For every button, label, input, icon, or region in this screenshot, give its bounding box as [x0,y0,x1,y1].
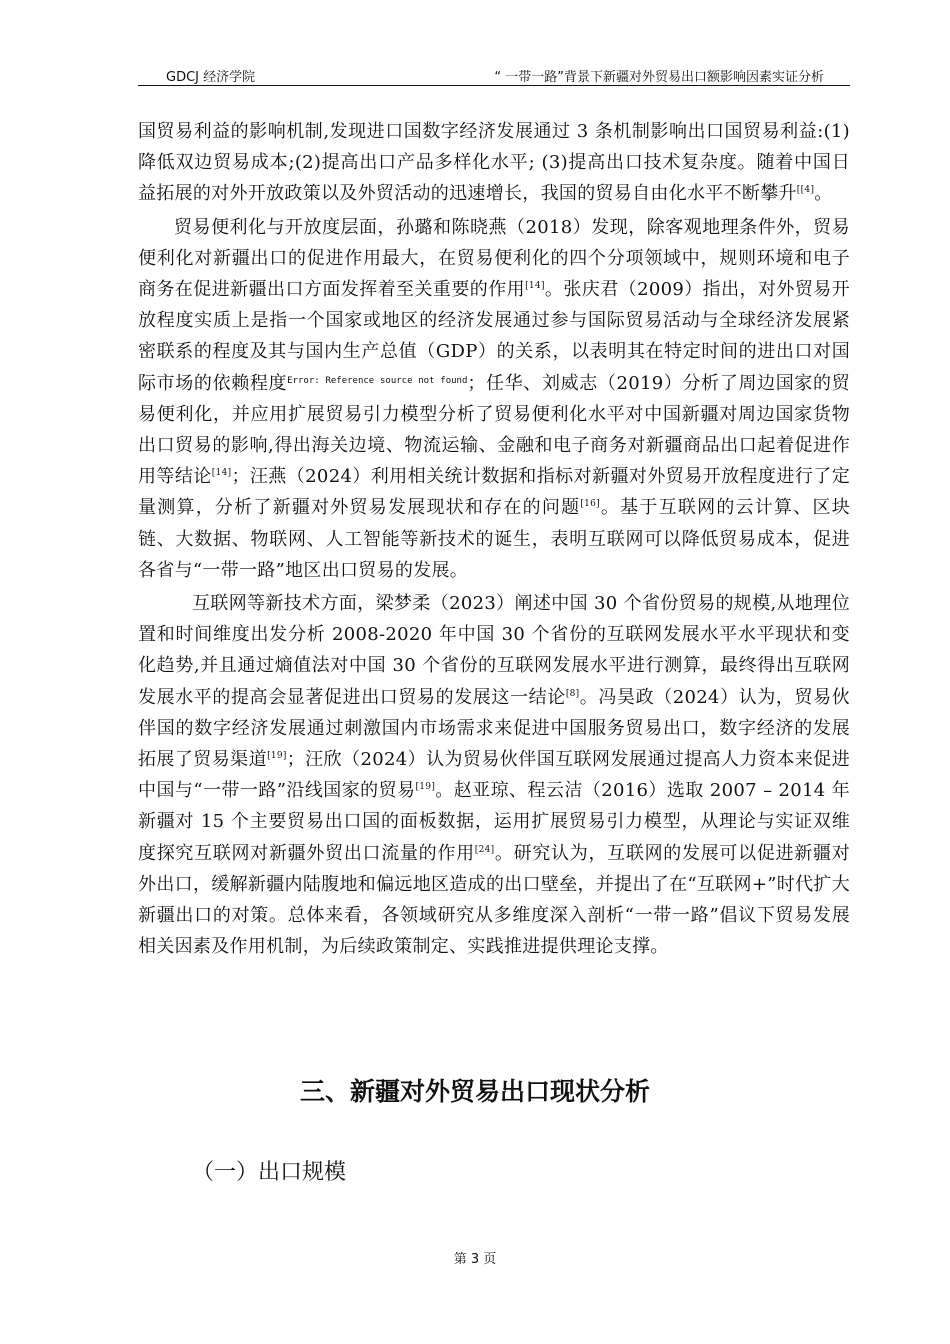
paragraph-text: 。赵亚琼、程云洁（2016）选取 2007 – 2014 年新疆对 15 个主要贸易出口国的面板数据，运用扩展贸易引力模型，从理论与实证双维度探究互联网对新疆外贸出口流量的作用 [138,780,851,864]
paragraph-text: 。基于互联网的云计算、区块链、大数据、物联网、人工智能等新技术的诞生，表明互联网可以降低贸易成本，促进各省与“一带一路”地区出口贸易的发展。 [138,497,850,581]
paragraph-text: 。 [814,183,833,205]
paragraph-text: 。冯昊政（2024）认为，贸易伙伴国的数字经济发展通过刺激国内市场需求来促进中国服务贸易出口，数字经济的发展拓展了贸易渠道 [138,686,851,771]
paragraph-text: 。张庆君（2009）指出，对外贸易开放程度实质上是指一个国家或地区的经济发展通过参与国际贸易活动与全球经济发展紧密联系的程度及其与国内生产总值（GDP）的关系，以表明其在特定时间的进出口对国际市场的依赖程度 [138,279,850,394]
paragraph-text: 互联网等新技术方面，梁梦柔（2023）阐述中国 30 个省份贸易的规模,从地理位置和时间维度出发分析 2008-2020 年中国 30 个省份的互联网发展水平水平现状和变化趋势,并且通过熵值法对中国 30 个省份的互联网发展水平进行测算，最终得出互联网发展水平的提高会显著促进出口贸易的发展这一结论 [138,593,850,708]
header-institution: GDCJ 经济学院 [166,70,256,85]
main-body [138,116,850,962]
citation: [19] [267,751,287,762]
paragraph-3 [138,588,850,962]
citation: [19] [415,782,436,793]
page-number: 第 3 页 [453,1252,497,1267]
citation: [14] [525,281,545,292]
paragraph-1 [138,116,850,210]
subsection-heading: （一）出口规模 [192,1160,347,1185]
paragraph-2 [138,212,850,586]
citation: [14] [211,468,232,479]
paragraph-text: 贸易便利化与开放度层面，孙璐和陈晓燕（2018）发现，除客观地理条件外，贸易便利化对新疆出口的促进作用最大，在贸易便利化的四个分项领域中，规则环境和电子商务在促进新疆出口方面发挥着至关重要的作用 [138,216,850,301]
paragraph-text: ；任华、刘威志（2019）分析了周边国家的贸易便利化，并应用扩展贸易引力模型分析了贸易便利化水平对中国新疆对周边国家货物出口贸易的影响,得出海关边境、物流运输、金融和电子商务对新疆商品出口起着促进作用等结论 [138,372,850,488]
citation: [24] [474,844,495,855]
paragraph-text: ；汪燕（2024）利用相关统计数据和指标对新疆对外贸易开放程度进行了定量测算，分析了新疆对外贸易发展现状和存在的问题 [138,466,850,519]
citation: [[4] [796,185,815,196]
section-heading: 三、新疆对外贸易出口现状分析 [299,1077,650,1106]
citation: [8] [565,688,580,699]
paragraph-text: 。研究认为，互联网的发展可以促进新疆对外出口，缓解新疆内陆腹地和偏远地区造成的出口壁垒，并提出了在“互联网+”时代扩大新疆出口的对策。总体来看，各领域研究从多维度深入剖析“一带一路”倡议下贸易发展相关因素及作用机制，为后续政策制定、实践推进提供理论支撑。 [138,842,850,958]
header-divider [138,85,850,86]
header-paper-title: “ 一带一路”背景下新疆对外贸易出口额影响因素实证分析 [494,70,824,85]
paragraph-text: 国贸易利益的影响机制,发现进口国数字经济发展通过 3 条机制影响出口国贸易利益:(1)降低双边贸易成本;(2)提高出口产品多样化水平; (3)提高出口技术复杂度。随着中国日益拓展的对外开放政策以及外贸活动的迅速增长，我国的贸易自由化水平不断攀升 [138,121,850,205]
citation: [16] [580,499,600,510]
reference-error: Error: Reference source not found [287,375,468,386]
paragraph-text: ；汪欣（2024）认为贸易伙伴国互联网发展通过提高人力资本来促进中国与“一带一路”沿线国家的贸易 [138,749,850,802]
